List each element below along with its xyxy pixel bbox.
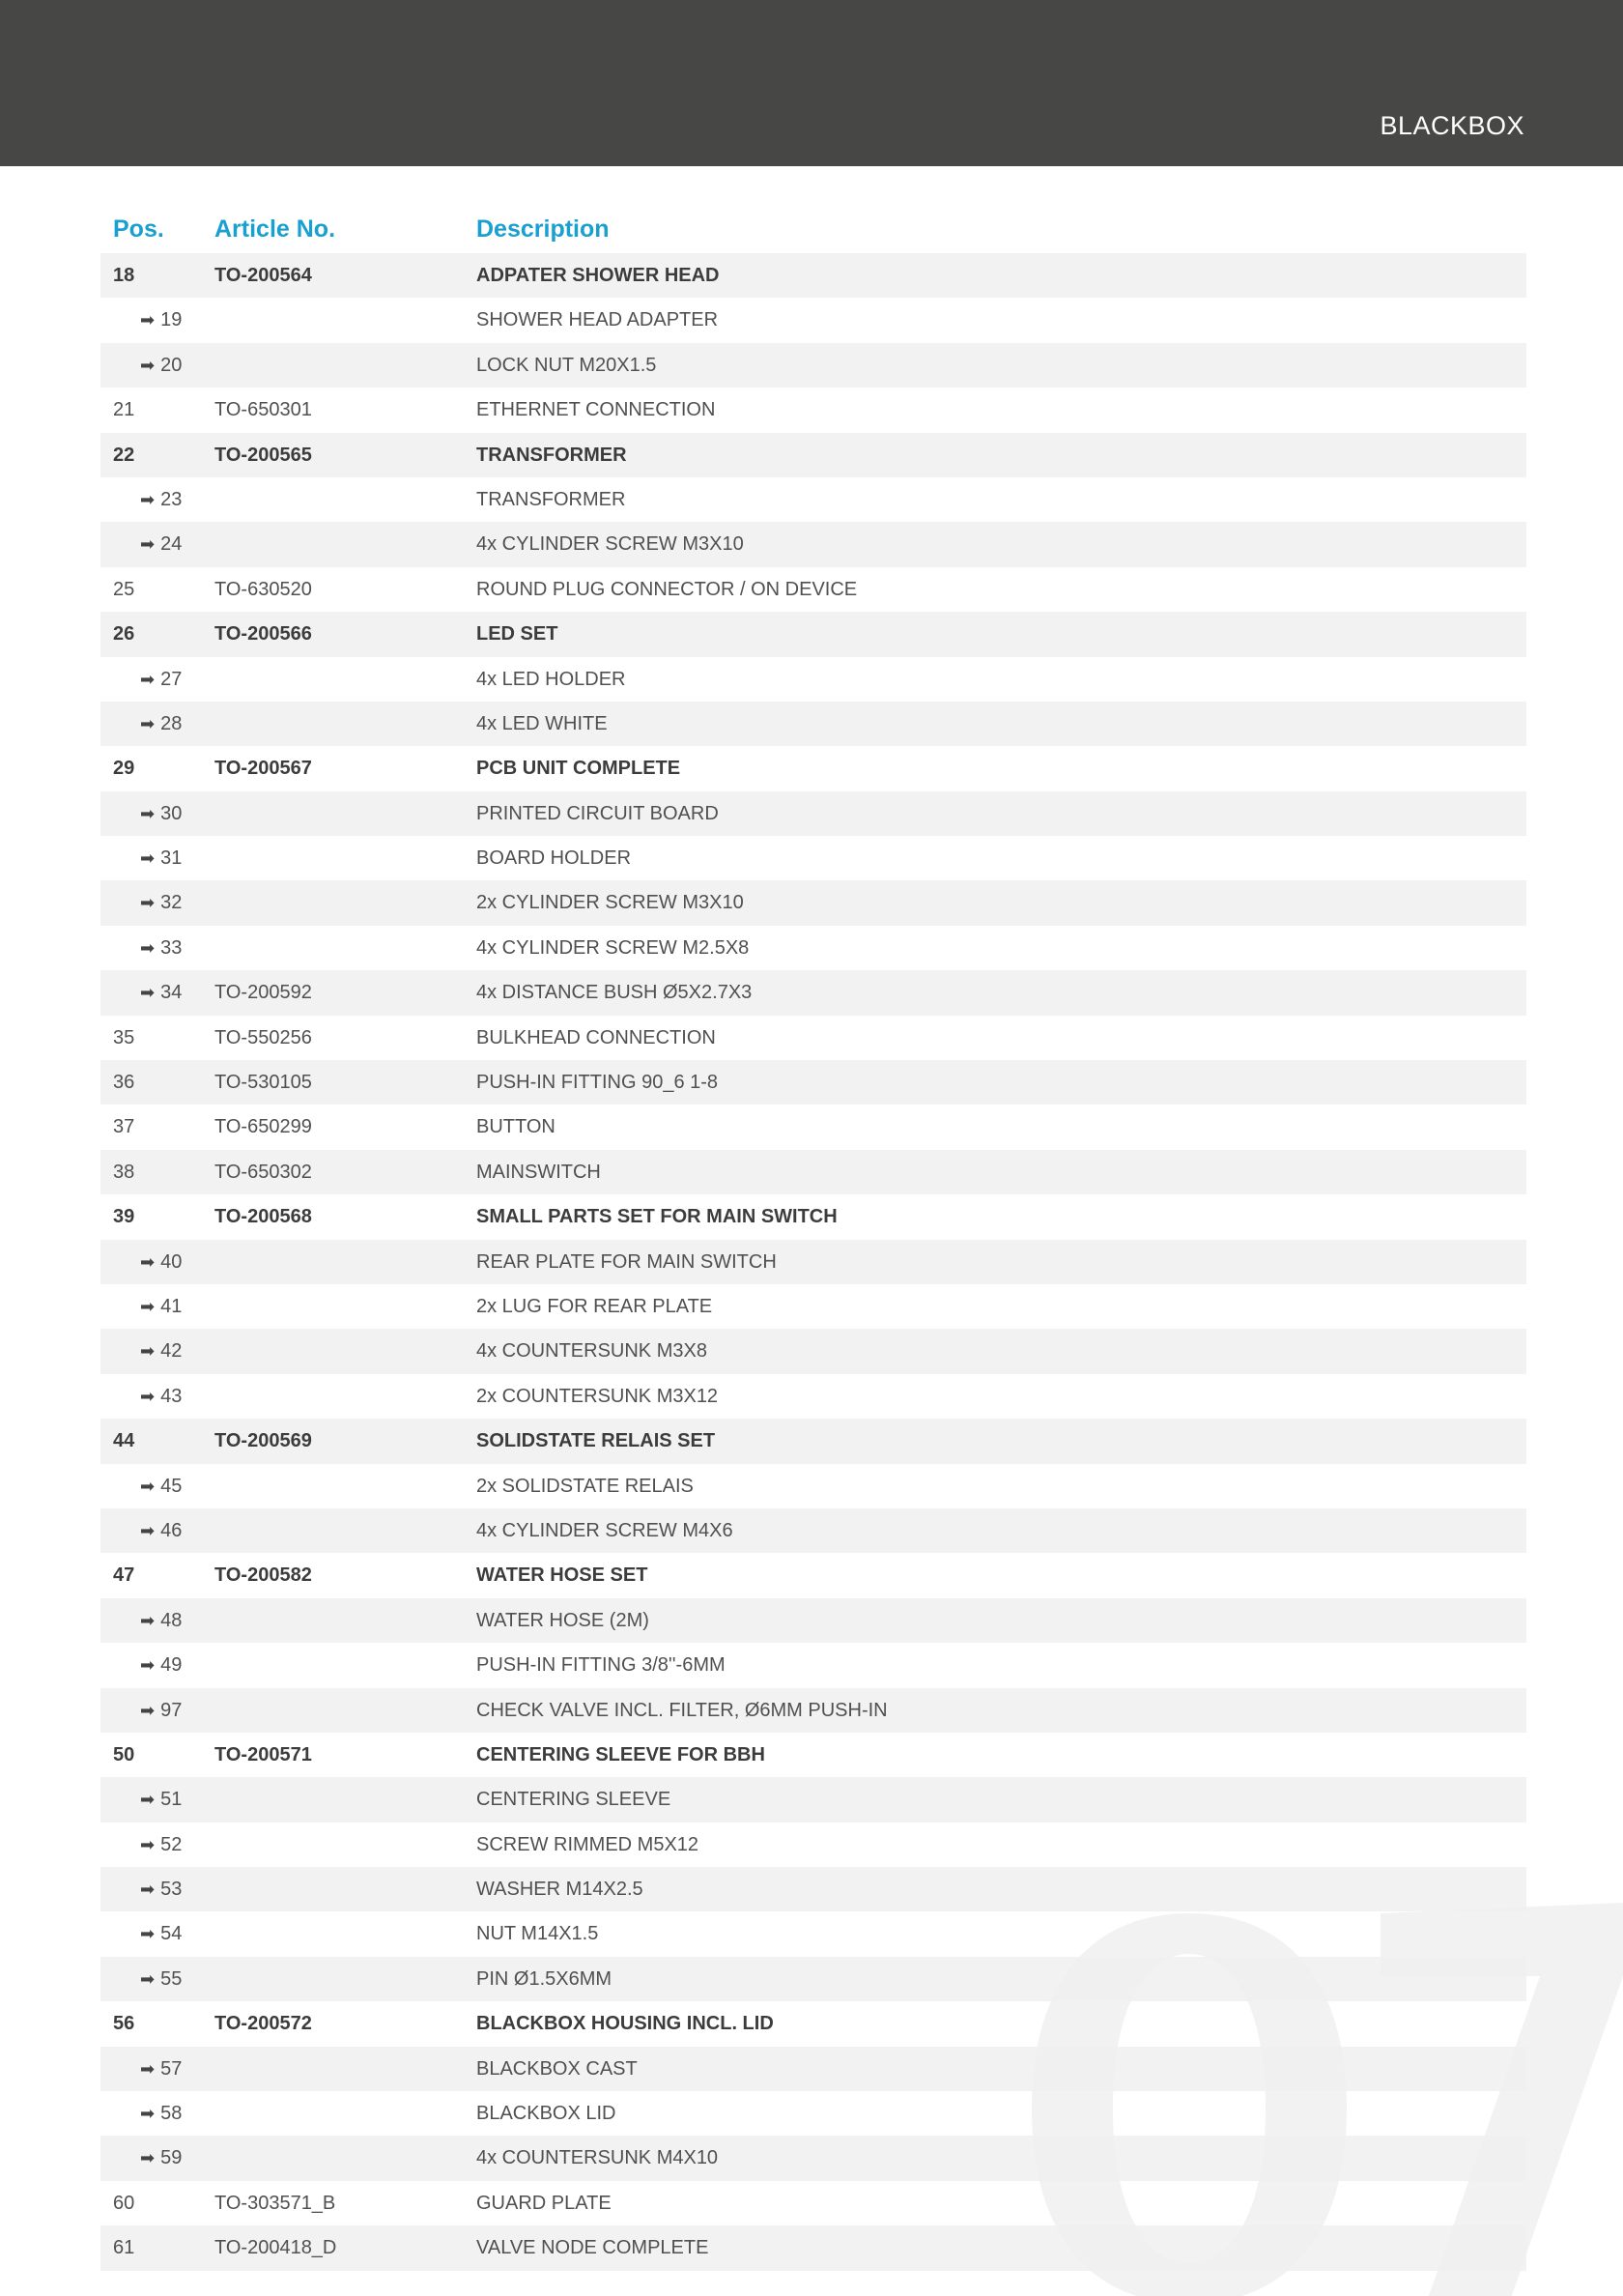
pos-number: 31	[160, 847, 183, 870]
right-arrow-icon: ➡	[140, 534, 156, 555]
table-row	[100, 1822, 1526, 1867]
pos-number: 28	[160, 712, 183, 734]
article-number-cell: TO-200418_D	[214, 2237, 337, 2259]
pos-cell	[140, 880, 182, 925]
description-cell: 2x CYLINDER SCREW M3X10	[476, 892, 744, 914]
description-cell: 2x LUG FOR REAR PLATE	[476, 1295, 713, 1317]
pos-cell	[140, 1374, 182, 1419]
description-cell: CENTERING SLEEVE	[476, 1789, 671, 1811]
pos-number: 21	[113, 399, 135, 421]
table-row	[100, 1598, 1526, 1643]
pos-cell	[113, 1553, 134, 1597]
article-number-cell: TO-303571_B	[214, 2192, 336, 2214]
pos-number: 37	[113, 1116, 135, 1138]
description-cell: SHOWER HEAD ADAPTER	[476, 309, 719, 331]
article-number-cell: TO-200568	[214, 1206, 312, 1228]
right-arrow-icon: ➡	[140, 1610, 156, 1630]
right-arrow-icon: ➡	[140, 848, 156, 869]
pos-cell	[140, 2047, 182, 2091]
pos-cell	[140, 1508, 182, 1553]
table-row	[100, 836, 1526, 880]
column-header-description: Description	[476, 215, 610, 243]
pos-cell	[140, 1777, 182, 1822]
pos-number: 44	[113, 1430, 135, 1452]
right-arrow-icon: ➡	[140, 669, 156, 689]
article-number-cell: TO-200567	[214, 758, 312, 780]
pos-number: 54	[160, 1923, 183, 1945]
description-cell: 4x LED HOLDER	[476, 668, 626, 690]
pos-number: 41	[160, 1295, 183, 1317]
pos-number: 57	[160, 2057, 183, 2080]
table-row	[100, 1957, 1526, 2001]
table-row	[100, 567, 1526, 612]
description-cell: BOARD HOLDER	[476, 847, 632, 870]
right-arrow-icon: ➡	[140, 983, 156, 1003]
pos-cell	[113, 567, 134, 612]
pos-number: 60	[113, 2192, 135, 2214]
pos-cell	[140, 1822, 182, 1867]
pos-cell	[140, 2136, 182, 2180]
header-band	[0, 0, 1623, 166]
table-row	[100, 1374, 1526, 1419]
pos-number: 36	[113, 1072, 135, 1094]
description-cell: BLACKBOX HOUSING INCL. LID	[476, 2013, 774, 2035]
description-cell: WASHER M14X2.5	[476, 1879, 643, 1901]
table-row	[100, 1911, 1526, 1956]
pos-number: 25	[113, 578, 135, 600]
description-cell: 2x COUNTERSUNK M3X12	[476, 1385, 719, 1407]
description-cell: 4x COUNTERSUNK M4X10	[476, 2147, 719, 2169]
pos-number: 19	[160, 309, 183, 331]
pos-cell	[113, 253, 134, 298]
pos-cell	[113, 1194, 134, 1239]
pos-cell	[140, 1464, 182, 1508]
description-cell: 4x CYLINDER SCREW M2.5X8	[476, 936, 750, 959]
description-cell: PUSH-IN FITTING 90_6 1-8	[476, 1072, 719, 1094]
table-row	[100, 343, 1526, 387]
article-number-cell: TO-200572	[214, 2013, 312, 2035]
right-arrow-icon: ➡	[140, 2058, 156, 2079]
pos-number: 26	[113, 623, 135, 646]
pos-number: 29	[113, 758, 135, 780]
table-row	[100, 1105, 1526, 1149]
article-number-cell: TO-200582	[214, 1564, 312, 1587]
pos-cell	[113, 2181, 134, 2225]
right-arrow-icon: ➡	[140, 489, 156, 509]
table-row	[100, 298, 1526, 342]
table-row	[100, 970, 1526, 1015]
description-cell: 4x CYLINDER SCREW M4X6	[476, 1519, 733, 1541]
table-row	[100, 433, 1526, 477]
pos-cell	[113, 612, 134, 656]
right-arrow-icon: ➡	[140, 1880, 156, 1900]
pos-number: 27	[160, 668, 183, 690]
pos-number: 32	[160, 892, 183, 914]
description-cell: WATER HOSE SET	[476, 1564, 648, 1587]
pos-cell	[113, 387, 134, 432]
description-cell: LED SET	[476, 623, 558, 646]
pos-cell	[140, 970, 182, 1015]
description-cell: REAR PLATE FOR MAIN SWITCH	[476, 1250, 777, 1273]
pos-cell	[140, 836, 182, 880]
description-cell: MAINSWITCH	[476, 1161, 601, 1183]
pos-cell	[113, 2225, 134, 2270]
table-row	[100, 2225, 1526, 2270]
table-body	[100, 253, 1526, 2271]
table-row	[100, 387, 1526, 432]
pos-cell	[140, 657, 182, 702]
pos-number: 51	[160, 1789, 183, 1811]
right-arrow-icon: ➡	[140, 1790, 156, 1810]
right-arrow-icon: ➡	[140, 355, 156, 375]
description-cell: 2x SOLIDSTATE RELAIS	[476, 1475, 694, 1497]
right-arrow-icon: ➡	[140, 1655, 156, 1676]
pos-cell	[140, 926, 182, 970]
article-number-cell: TO-200566	[214, 623, 312, 646]
table-row	[100, 1553, 1526, 1597]
right-arrow-icon: ➡	[140, 2148, 156, 2168]
description-cell: BULKHEAD CONNECTION	[476, 1026, 716, 1048]
description-cell: PIN Ø1.5X6MM	[476, 1967, 612, 1990]
pos-number: 48	[160, 1609, 183, 1631]
parts-table	[100, 209, 1526, 2271]
table-row	[100, 2181, 1526, 2225]
description-cell: 4x LED WHITE	[476, 712, 608, 734]
pos-number: 50	[113, 1743, 135, 1765]
description-cell: SMALL PARTS SET FOR MAIN SWITCH	[476, 1206, 838, 1228]
pos-number: 23	[160, 488, 183, 510]
description-cell: VALVE NODE COMPLETE	[476, 2237, 709, 2259]
pos-cell	[140, 791, 182, 836]
right-arrow-icon: ➡	[140, 1296, 156, 1316]
right-arrow-icon: ➡	[140, 1968, 156, 1989]
table-row	[100, 2091, 1526, 2136]
pos-number: 39	[113, 1206, 135, 1228]
table-row	[100, 1016, 1526, 1060]
description-cell: LOCK NUT M20X1.5	[476, 354, 657, 376]
pos-number: 53	[160, 1879, 183, 1901]
description-cell: PUSH-IN FITTING 3/8''-6MM	[476, 1654, 726, 1677]
description-cell: 4x COUNTERSUNK M3X8	[476, 1340, 707, 1363]
pos-number: 40	[160, 1250, 183, 1273]
right-arrow-icon: ➡	[140, 1700, 156, 1720]
description-cell: SOLIDSTATE RELAIS SET	[476, 1430, 716, 1452]
pos-cell	[140, 702, 182, 746]
pos-number: 58	[160, 2103, 183, 2125]
table-row	[100, 477, 1526, 522]
pos-cell	[140, 1688, 182, 1733]
table-row	[100, 1643, 1526, 1687]
table-header	[100, 209, 1526, 253]
right-arrow-icon: ➡	[140, 2104, 156, 2124]
article-number-cell: TO-650301	[214, 399, 312, 421]
table-row	[100, 1194, 1526, 1239]
table-row	[100, 1329, 1526, 1373]
pos-number: 56	[113, 2013, 135, 2035]
table-row	[100, 702, 1526, 746]
pos-cell	[113, 1060, 134, 1105]
pos-cell	[113, 1150, 134, 1194]
right-arrow-icon: ➡	[140, 1520, 156, 1540]
article-number-cell: TO-200592	[214, 982, 312, 1004]
pos-cell	[113, 2001, 134, 2046]
description-cell: CHECK VALVE INCL. FILTER, Ø6MM PUSH-IN	[476, 1699, 888, 1721]
table-row	[100, 612, 1526, 656]
pos-number: 35	[113, 1026, 135, 1048]
pos-cell	[140, 1598, 182, 1643]
article-number-cell: TO-650299	[214, 1116, 312, 1138]
pos-cell	[113, 1419, 134, 1463]
pos-cell	[140, 1284, 182, 1329]
right-arrow-icon: ➡	[140, 803, 156, 823]
right-arrow-icon: ➡	[140, 713, 156, 733]
table-row	[100, 2136, 1526, 2180]
pos-cell	[113, 1016, 134, 1060]
right-arrow-icon: ➡	[140, 1834, 156, 1854]
pos-number: 59	[160, 2147, 183, 2169]
pos-number: 38	[113, 1161, 135, 1183]
pos-number: 20	[160, 354, 183, 376]
pos-number: 43	[160, 1385, 183, 1407]
pos-number: 52	[160, 1833, 183, 1855]
pos-cell	[140, 2091, 182, 2136]
pos-cell	[140, 1240, 182, 1284]
pos-cell	[140, 1911, 182, 1956]
article-number-cell: TO-200571	[214, 1743, 312, 1765]
table-row	[100, 1060, 1526, 1105]
description-cell: 4x CYLINDER SCREW M3X10	[476, 533, 744, 556]
right-arrow-icon: ➡	[140, 310, 156, 330]
pos-cell	[140, 477, 182, 522]
pos-number: 97	[160, 1699, 183, 1721]
description-cell: TRANSFORMER	[476, 444, 627, 466]
pos-cell	[140, 522, 182, 566]
pos-number: 46	[160, 1519, 183, 1541]
description-cell: CENTERING SLEEVE FOR BBH	[476, 1743, 765, 1765]
right-arrow-icon: ➡	[140, 1924, 156, 1944]
table-row	[100, 657, 1526, 702]
table-row	[100, 880, 1526, 925]
table-row	[100, 2001, 1526, 2046]
pos-cell	[140, 1329, 182, 1373]
table-row	[100, 1867, 1526, 1911]
description-cell: ADPATER SHOWER HEAD	[476, 265, 720, 286]
description-cell: PCB UNIT COMPLETE	[476, 758, 681, 780]
table-row	[100, 253, 1526, 298]
table-row	[100, 522, 1526, 566]
pos-cell	[140, 1643, 182, 1687]
table-row	[100, 1150, 1526, 1194]
description-cell: BLACKBOX CAST	[476, 2057, 638, 2080]
description-cell: WATER HOSE (2M)	[476, 1609, 649, 1631]
right-arrow-icon: ➡	[140, 1386, 156, 1406]
header-title: BLACKBOX	[1380, 111, 1524, 140]
table-row	[100, 926, 1526, 970]
description-cell: ETHERNET CONNECTION	[476, 399, 716, 421]
table-row	[100, 1777, 1526, 1822]
article-number-cell: TO-650302	[214, 1161, 312, 1183]
pos-cell	[140, 343, 182, 387]
pos-cell	[140, 1957, 182, 2001]
description-cell: SCREW RIMMED M5X12	[476, 1833, 699, 1855]
pos-number: 30	[160, 802, 183, 824]
table-row	[100, 2047, 1526, 2091]
table-row	[100, 791, 1526, 836]
pos-number: 55	[160, 1967, 183, 1990]
article-number-cell: TO-200564	[214, 265, 312, 286]
pos-number: 47	[113, 1564, 135, 1587]
table-row	[100, 746, 1526, 790]
description-cell: TRANSFORMER	[476, 488, 626, 510]
pos-number: 42	[160, 1340, 183, 1363]
table-row	[100, 1419, 1526, 1463]
description-cell: GUARD PLATE	[476, 2192, 612, 2214]
description-cell: NUT M14X1.5	[476, 1923, 599, 1945]
description-cell: BUTTON	[476, 1116, 555, 1138]
article-number-cell: TO-200565	[214, 444, 312, 466]
table-row	[100, 1733, 1526, 1777]
pos-number: 22	[113, 444, 135, 466]
right-arrow-icon: ➡	[140, 1341, 156, 1362]
pos-cell	[140, 298, 182, 342]
description-cell: 4x DISTANCE BUSH Ø5X2.7X3	[476, 982, 753, 1004]
table-row	[100, 1688, 1526, 1733]
table-row	[100, 1464, 1526, 1508]
table-row	[100, 1508, 1526, 1553]
pos-cell	[113, 1105, 134, 1149]
pos-number: 33	[160, 936, 183, 959]
right-arrow-icon: ➡	[140, 937, 156, 958]
pos-cell	[140, 1867, 182, 1911]
article-number-cell: TO-550256	[214, 1026, 312, 1048]
article-number-cell: TO-630520	[214, 578, 312, 600]
article-number-cell: TO-200569	[214, 1430, 312, 1452]
pos-number: 45	[160, 1475, 183, 1497]
pos-number: 49	[160, 1654, 183, 1677]
description-cell: PRINTED CIRCUIT BOARD	[476, 802, 719, 824]
pos-cell	[113, 433, 134, 477]
article-number-cell: TO-530105	[214, 1072, 312, 1094]
pos-number: 24	[160, 533, 183, 556]
pos-number: 34	[160, 982, 183, 1004]
pos-number: 61	[113, 2237, 135, 2259]
table-row	[100, 1284, 1526, 1329]
right-arrow-icon: ➡	[140, 1476, 156, 1496]
table-row	[100, 1240, 1526, 1284]
pos-cell	[113, 1733, 134, 1777]
pos-number: 18	[113, 265, 135, 286]
pos-cell	[113, 746, 134, 790]
description-cell: BLACKBOX LID	[476, 2103, 616, 2125]
right-arrow-icon: ➡	[140, 1251, 156, 1272]
right-arrow-icon: ➡	[140, 893, 156, 913]
column-header-article: Article No.	[214, 215, 336, 243]
description-cell: ROUND PLUG CONNECTOR / ON DEVICE	[476, 578, 858, 600]
column-header-pos: Pos.	[113, 215, 164, 243]
